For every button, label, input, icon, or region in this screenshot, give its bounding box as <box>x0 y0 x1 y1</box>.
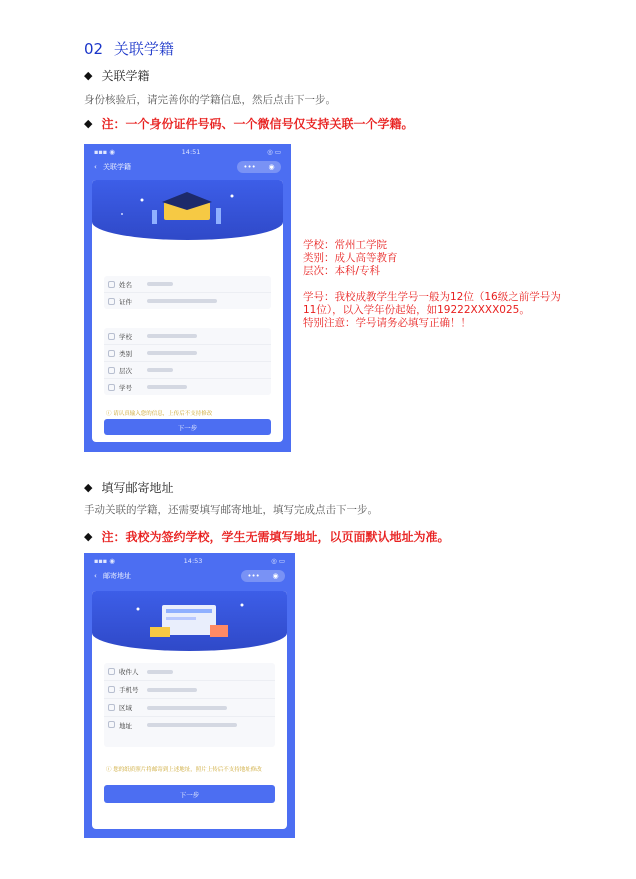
blurred-value <box>147 706 227 710</box>
blurred-value <box>147 670 173 674</box>
blurred-value <box>147 282 173 286</box>
part1-description: 身份核验后，请完善你的学籍信息，然后点击下一步。 <box>84 94 336 106</box>
id-card-icon <box>108 298 115 305</box>
part2-note-text: 注：我校为签约学校，学生无需填写地址，以页面默认地址为准。 <box>101 530 450 544</box>
form-hint: ⓘ 请认真输入您的信息，上传后不支持修改 <box>106 411 213 417</box>
more-icon[interactable]: ••• <box>247 572 260 580</box>
next-button[interactable]: 下一步 <box>104 419 271 435</box>
blurred-value <box>147 299 217 303</box>
school-icon <box>108 333 115 340</box>
diamond-bullet-icon: ◆ <box>84 69 93 82</box>
diamond-bullet-icon: ◆ <box>84 481 93 494</box>
identity-fields <box>104 276 271 309</box>
heading-address <box>84 479 173 496</box>
category-icon <box>108 350 115 357</box>
section-title <box>84 38 174 59</box>
location-icon <box>108 721 115 728</box>
phone-screenshot-address <box>84 553 295 838</box>
diamond-bullet-icon: ◆ <box>84 530 93 543</box>
field-level[interactable]: 层次 <box>104 362 271 379</box>
part2-note <box>84 528 449 545</box>
diamond-bullet-icon: ◆ <box>84 117 93 130</box>
signal-icon: ▪▪▪ ◉ <box>94 148 115 156</box>
blurred-value <box>147 385 187 389</box>
more-icon[interactable]: ••• <box>243 163 256 171</box>
part1-note <box>84 115 413 132</box>
part2-description: 手动关联的学籍，还需要填写邮寄地址，填写完成点击下一步。 <box>84 504 378 516</box>
person-icon <box>108 668 115 675</box>
part1-note-text: 注：一个身份证件号码、一个微信号仅支持关联一个学籍。 <box>101 117 414 131</box>
section-number: 02 <box>84 40 104 58</box>
mail-illustration <box>92 591 287 651</box>
nav-bar <box>84 160 291 174</box>
level-icon <box>108 367 115 374</box>
student-id-line-cont: 11位），以入学年份起始，如19222XXXX025。 <box>303 304 530 316</box>
blurred-value <box>147 723 237 727</box>
region-icon <box>108 704 115 711</box>
phone-icon <box>108 686 115 693</box>
section-title-text: 关联学籍 <box>113 40 174 58</box>
mini-program-capsule[interactable] <box>237 161 281 173</box>
form-card <box>92 180 283 442</box>
blurred-value <box>147 368 173 372</box>
status-time: 14:53 <box>183 557 203 565</box>
nav-bar <box>84 569 295 583</box>
heading-link-status <box>84 67 149 84</box>
field-name[interactable]: 姓名 <box>104 276 271 293</box>
battery-icon: ◎ ▭ <box>267 148 281 156</box>
graduation-cap-illustration <box>92 180 283 240</box>
status-bar <box>84 553 295 569</box>
nav-title: 邮寄地址 <box>103 572 132 580</box>
close-circle-icon[interactable]: ◉ <box>268 163 275 171</box>
signal-icon: ▪▪▪ ◉ <box>94 557 115 565</box>
school-fields <box>104 328 271 395</box>
school-info-note <box>303 239 613 330</box>
field-school[interactable]: 学校 <box>104 328 271 345</box>
nav-title: 关联学籍 <box>103 163 132 171</box>
level-line: 层次：本科/专科 <box>303 265 381 277</box>
blurred-value <box>147 334 197 338</box>
field-student-id[interactable]: 学号 <box>104 379 271 395</box>
student-id-line: 学号：我校成教学生学号一般为12位（16级之前学号为 <box>303 291 561 303</box>
phone-screenshot-link-status <box>84 144 291 452</box>
student-id-icon <box>108 384 115 391</box>
field-address[interactable]: 地址 <box>104 717 275 747</box>
warning-line: 特别注意：学号请务必填写正确！！ <box>303 317 471 329</box>
next-button[interactable]: 下一步 <box>104 785 275 803</box>
school-line: 学校：常州工学院 <box>303 239 387 251</box>
banner-illustration <box>92 180 283 240</box>
field-recipient[interactable]: 收件人 <box>104 663 275 681</box>
banner-illustration <box>92 591 287 651</box>
blurred-value <box>147 351 197 355</box>
back-icon[interactable]: ‹ <box>94 163 97 171</box>
form-card <box>92 591 287 829</box>
address-fields <box>104 663 275 747</box>
close-circle-icon[interactable]: ◉ <box>272 572 279 580</box>
battery-icon: ◎ ▭ <box>271 557 285 565</box>
field-phone[interactable]: 手机号 <box>104 681 275 699</box>
person-icon <box>108 281 115 288</box>
heading-text: 填写邮寄地址 <box>101 481 174 495</box>
status-bar <box>84 144 291 160</box>
field-category[interactable]: 类别 <box>104 345 271 362</box>
field-region[interactable]: 区域 <box>104 699 275 717</box>
back-icon[interactable]: ‹ <box>94 572 97 580</box>
form-hint: ⓘ 您的纸质照片将邮寄到上述地址，照片上传后不支持地址修改 <box>106 767 262 773</box>
blurred-value <box>147 688 197 692</box>
category-line: 类别：成人高等教育 <box>303 252 398 264</box>
status-time: 14:51 <box>181 148 201 156</box>
heading-text: 关联学籍 <box>101 69 150 83</box>
field-id[interactable]: 证件 <box>104 293 271 309</box>
mini-program-capsule[interactable] <box>241 570 285 582</box>
